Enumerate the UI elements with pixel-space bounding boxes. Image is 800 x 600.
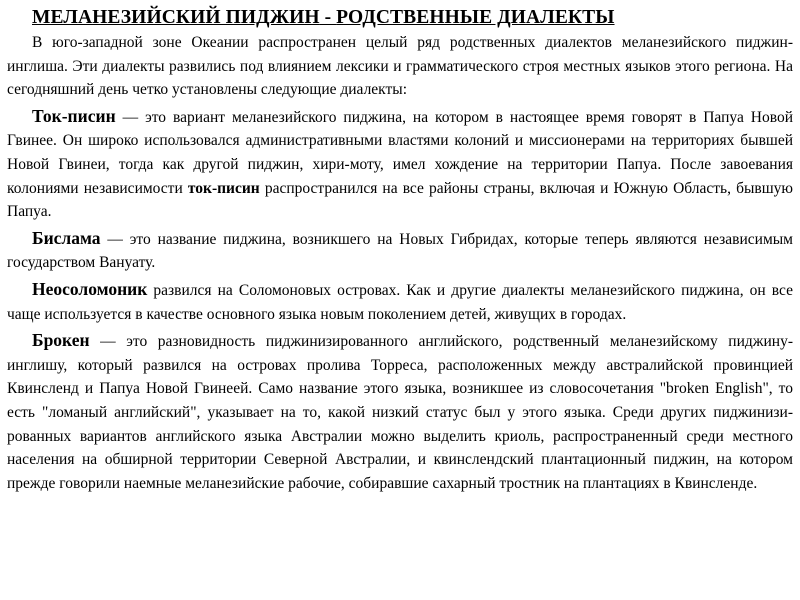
tok-pisin-inline-term: ток-писин [187, 179, 260, 197]
bislama-text: — это название пиджина, возникшего на Новых Гибридах, которые теперь являются независимым государством Вануату. [7, 230, 793, 272]
tok-pisin-term: Ток-писин [32, 105, 116, 126]
neosolomonic-text: развился на Соломоновых островах. Как и другие диалекты меланезийского пиджина, он все чаще используется в качестве основного языка новым поколением детей, живущих в городах. [7, 281, 793, 323]
tok-pisin-paragraph [7, 105, 793, 224]
neosolomonic-paragraph [7, 278, 793, 326]
document-page [7, 5, 793, 495]
tok-pisin-text-b: распространился на все районы страны, включая и Южную Область, бывшую Папуа. [7, 179, 793, 221]
title-sub: РОДСТВЕННЫЕ ДИАЛЕКТЫ [336, 7, 615, 28]
intro-paragraph: В юго-западной зоне Океании распространен целый ряд родственных диалектов меланезийского пиджин-инглиша. Эти диалекты развились под влиянием лексики и грамматического строя местных языков этого региона. На сегодняшний день четко установлены следующие диалекты: [7, 34, 793, 99]
broken-paragraph [7, 329, 793, 495]
broken-text: — это разновидность пиджинизированного английского, родственный меланезийскому пиджину-инглишу, который развился на островах пролива Торреса, расположенных между австралийской провинцией Квинсленд и Папуа Новой Гвинеей. Само название этого языка, возникшее из словосочетания "broken English", то есть "ломаный английский", указывает на то, какой низкий статус был у этого языка. Среди других пиджинизи-рованных вариантов английского языка Австралии можно выделить криоль, распространенный среди местного населения на обширной территории Северной Австралии, и квинслендский плантационный пиджин, на котором прежде говорили наемные меланезийские рабочие, собиравшие сахарный тростник на плантациях в Квинсленде. [7, 333, 793, 492]
page-title [32, 5, 793, 31]
bislama-term: Бислама [32, 227, 101, 248]
tok-pisin-text-a: — это вариант меланезийского пиджина, на котором в настоящее время говорят в Папуа Новой Гвинее. Он широко использовался административными властями колоний и миссионерами на территориях бывшей Новой Гвинеи, тогда как другой пиджин, хири-моту, имел хождение на территории Папуа. После завоевания колониями независимости [7, 108, 793, 197]
bislama-paragraph [7, 227, 793, 275]
title-separator: - [319, 7, 337, 28]
neosolomonic-term: Неосоломоник [32, 278, 148, 299]
title-main: МЕЛАНЕЗИЙСКИЙ ПИДЖИН [32, 7, 320, 28]
broken-term: Брокен [32, 330, 90, 351]
